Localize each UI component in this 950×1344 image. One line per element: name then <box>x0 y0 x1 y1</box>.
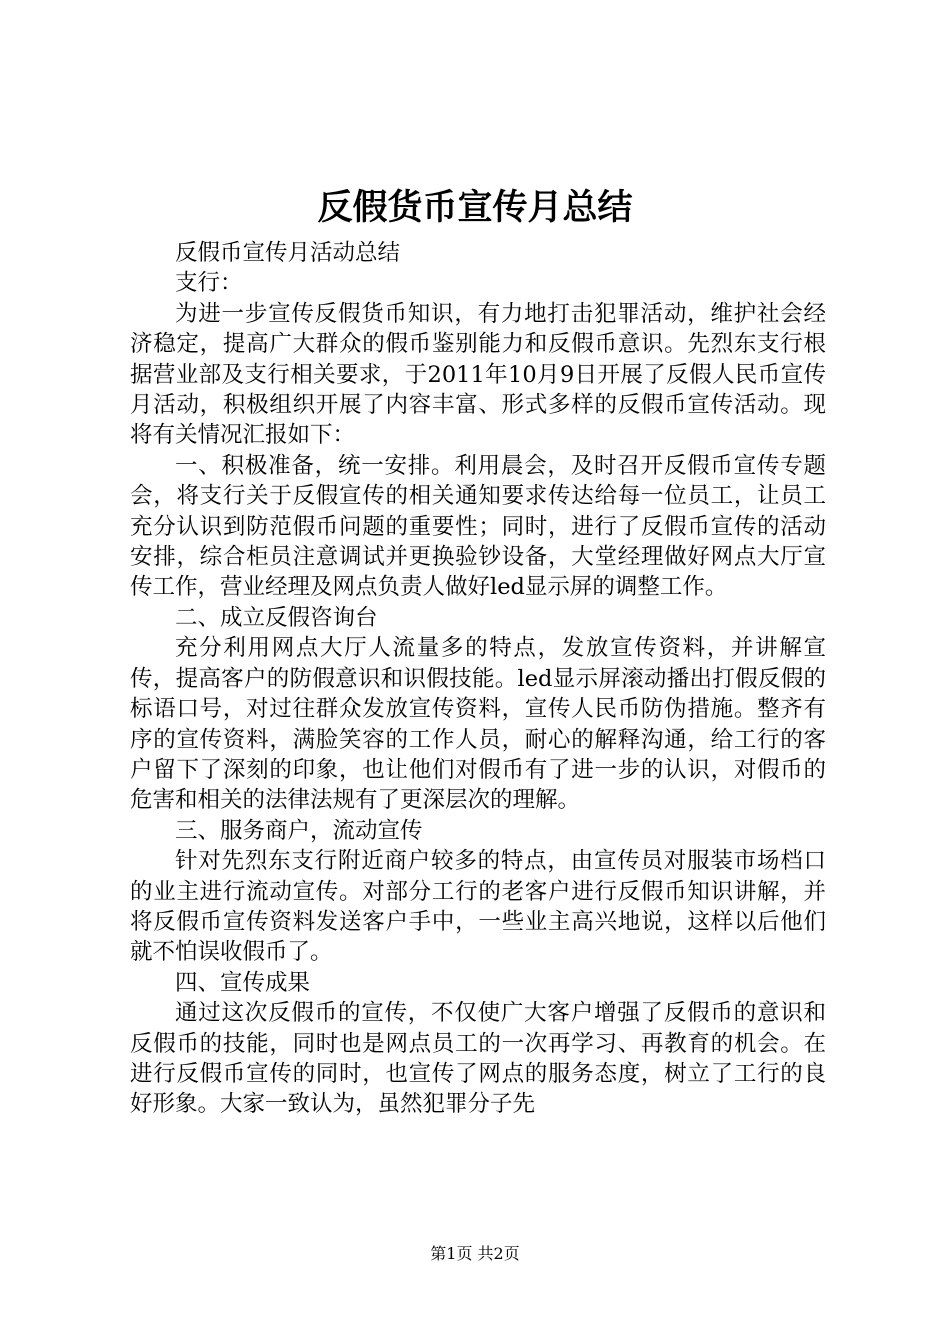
section-heading-2: 二、成立反假咨询台 <box>175 604 378 631</box>
document-title: 反假货币宣传月总结 <box>317 187 633 228</box>
paragraph-salutation: 支行： <box>175 270 243 297</box>
paragraph-section-1: 一、积极准备，统一安排。利用晨会，及时召开反假币宣传专题会，将支行关于反假宣传的相关通知要求传达给每一位员工，让员工充分认识到防范假币问题的重要性；同时，进行了反假币宣传的活动安排，综合柜员注意调试并更换验钞设备，大堂经理做好网点大厅宣传工作，营业经理及网点负责人做好led显示屏的调整工作。 <box>130 452 826 601</box>
paragraph-section-3: 针对先烈东支行附近商户较多的特点，由宣传员对服装市场档口的业主进行流动宣传。对部分工行的老客户进行反假币知识讲解，并将反假币宣传资料发送客户手中，一些业主高兴地说，这样以后他们就不怕误收假币了。 <box>130 848 826 966</box>
page-number-footer: 第1页 共2页 <box>430 1244 520 1263</box>
paragraph-subtitle: 反假币宣传月活动总结 <box>175 240 401 266</box>
section-heading-4: 四、宣传成果 <box>175 969 311 996</box>
document-body <box>130 238 826 1120</box>
paragraph-section-2: 充分利用网点大厅人流量多的特点，发放宣传资料，并讲解宣传，提高客户的防假意识和识假技能。led显示屏滚动播出打假反假的标语口号，对过往群众发放宣传资料，宣传人民币防伪措施。整齐有序的宣传资料，满脸笑容的工作人员，耐心的解释沟通，给工行的客户留下了深刻的印象，也让他们对假币有了进一步的认识，对假币的危害和相关的法律法规有了更深层次的理解。 <box>130 635 826 814</box>
section-heading-3: 三、服务商户，流动宣传 <box>175 817 423 844</box>
paragraph-section-4: 通过这次反假币的宣传，不仅使广大客户增强了反假币的意识和反假币的技能，同时也是网点员工的一次再学习、再教育的机会。在进行反假币宣传的同时，也宣传了网点的服务态度，树立了工行的良好形象。大家一致认为，虽然犯罪分子先 <box>130 1000 826 1118</box>
paragraph-intro: 为进一步宣传反假货币知识，有力地打击犯罪活动，维护社会经济稳定，提高广大群众的假币鉴别能力和反假币意识。先烈东支行根据营业部及支行相关要求，于2011年10月9日开展了反假人民币宣传月活动，积极组织开展了内容丰富、形式多样的反假币宣传活动。现将有关情况汇报如下： <box>130 300 826 449</box>
